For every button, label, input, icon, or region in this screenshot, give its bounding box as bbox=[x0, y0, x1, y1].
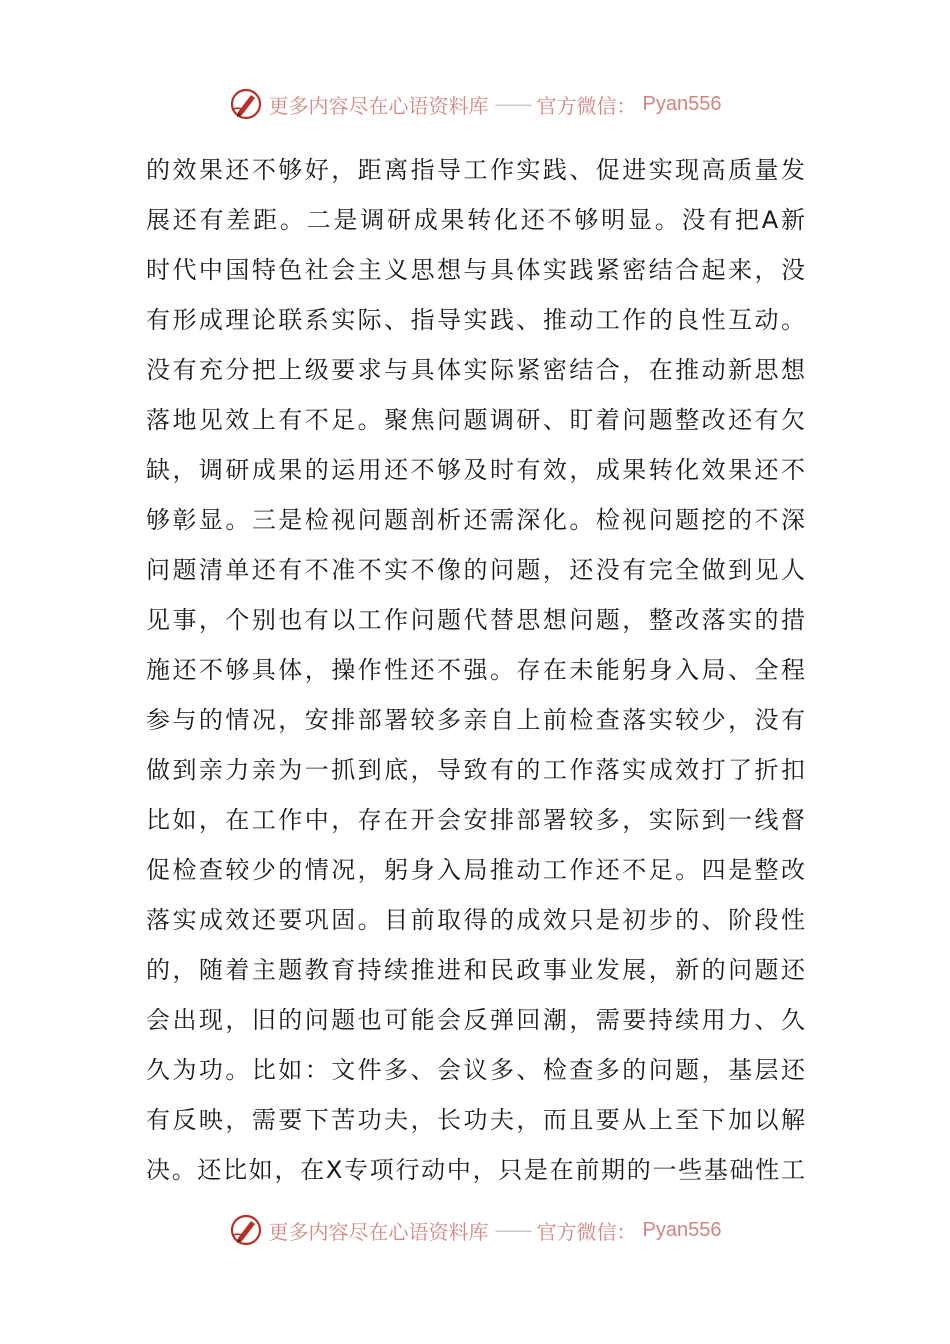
body-line: 会出现，旧的问题也可能会反弹回潮，需要持续用力、久 bbox=[146, 1006, 806, 1034]
body-line: 促检查较少的情况，躬身入局推动工作还不足。四是整改 bbox=[146, 856, 806, 884]
body-line: 缺，调研成果的运用还不够及时有效，成果转化效果还不 bbox=[146, 456, 806, 484]
body-line: 做到亲力亲为一抓到底，导致有的工作落实成效打了折扣 bbox=[146, 756, 806, 784]
body-line: 够彰显。三是检视问题剖析还需深化。检视问题挖的不深 bbox=[146, 506, 806, 534]
body-line: 久为功。比如：文件多、会议多、检查多的问题，基层还 bbox=[146, 1056, 806, 1084]
body-line: 问题清单还有不准不实不像的问题，还没有完全做到见人 bbox=[146, 556, 806, 584]
body-line: 参与的情况，安排部署较多亲自上前检查落实较少，没有 bbox=[146, 706, 806, 734]
footer-banner bbox=[0, 1210, 950, 1250]
body-line: 落实成效还要巩固。目前取得的成效只是初步的、阶段性 bbox=[146, 906, 806, 934]
body-line: 有反映，需要下苦功夫，长功夫，而且要从上至下加以解 bbox=[146, 1106, 806, 1134]
body-line: 的效果还不够好，距离指导工作实践、促进实现高质量发 bbox=[146, 156, 806, 184]
header-wechat-id: Pyan556 bbox=[642, 92, 722, 115]
body-line: 的，随着主题教育持续推进和民政事业发展，新的问题还 bbox=[146, 956, 806, 984]
pen-circle-icon bbox=[229, 1213, 263, 1247]
footer-separator: —— bbox=[494, 1218, 531, 1242]
header-separator: —— bbox=[494, 92, 531, 116]
body-line: 比如，在工作中，存在开会安排部署较多，实际到一线督 bbox=[146, 806, 806, 834]
document-body bbox=[146, 145, 806, 1195]
body-line: 见事，个别也有以工作问题代替思想问题，整改落实的措 bbox=[146, 606, 806, 634]
header-site-text: 更多内容尽在心语资料库 bbox=[268, 93, 489, 118]
body-line: 落地见效上有不足。聚焦问题调研、盯着问题整改还有欠 bbox=[146, 406, 806, 434]
body-line: 展还有差距。二是调研成果转化还不够明显。没有把A新 bbox=[146, 206, 806, 234]
header-banner-content bbox=[229, 87, 722, 121]
body-line: 没有充分把上级要求与具体实际紧密结合，在推动新思想 bbox=[146, 356, 806, 384]
pen-circle-icon bbox=[229, 87, 263, 121]
footer-wechat-label: 官方微信： bbox=[536, 1219, 637, 1244]
footer-banner-content bbox=[229, 1213, 722, 1247]
footer-wechat-id: Pyan556 bbox=[642, 1218, 722, 1241]
body-line: 决。还比如，在X专项行动中，只是在前期的一些基础性工 bbox=[146, 1156, 806, 1184]
header-wechat-label: 官方微信： bbox=[536, 93, 637, 118]
footer-site-text: 更多内容尽在心语资料库 bbox=[268, 1219, 489, 1244]
body-line: 施还不够具体，操作性还不强。存在未能躬身入局、全程 bbox=[146, 656, 806, 684]
body-line: 有形成理论联系实际、指导实践、推动工作的良性互动。 bbox=[146, 306, 806, 334]
header-banner bbox=[0, 84, 950, 124]
body-line: 时代中国特色社会主义思想与具体实践紧密结合起来，没 bbox=[146, 256, 806, 284]
